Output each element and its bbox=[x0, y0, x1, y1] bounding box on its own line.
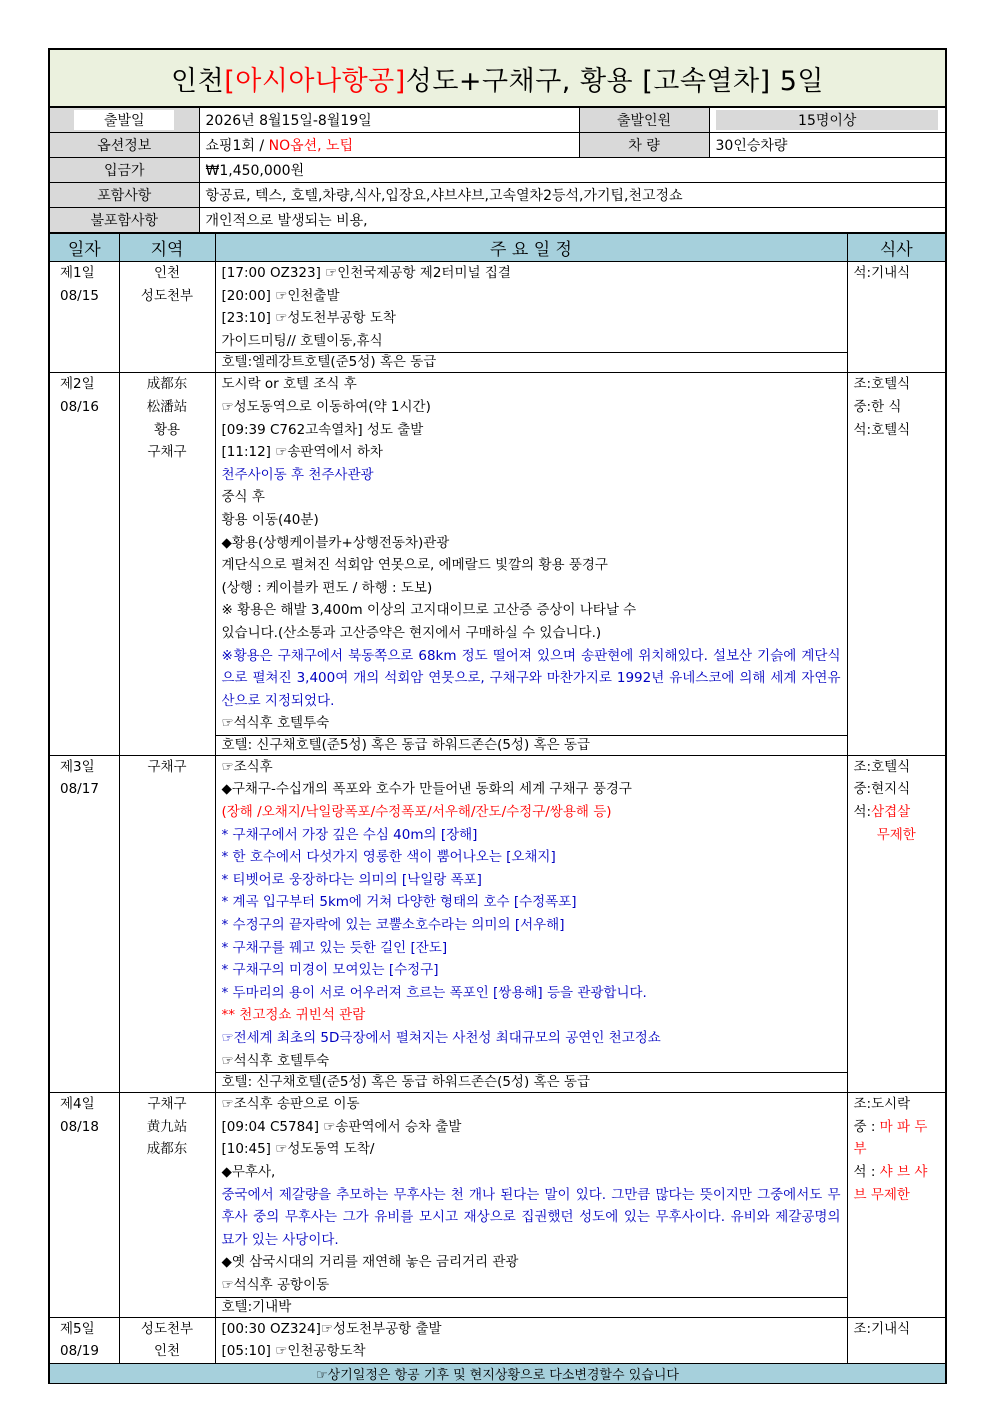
day-label: 08/15 bbox=[60, 287, 99, 304]
schedule-line: [20:00] ☞인천출발 bbox=[221, 287, 340, 304]
region-label: 구채구 bbox=[147, 444, 187, 461]
hotel-line: 호텔: 신구채호텔(준5성) 혹은 동급 하워드존슨(5성) 혹은 동급 bbox=[216, 1072, 847, 1092]
day-cell bbox=[49, 262, 119, 373]
group-value: 15명이상 bbox=[709, 108, 946, 133]
schedule-line: 있습니다.(산소통과 고산증약은 현지에서 구매하실 수 있습니다.) bbox=[221, 624, 602, 641]
schedule-line: ☞석식후 호텔투숙 bbox=[221, 1052, 330, 1069]
schedule-line: * 계곡 입구부터 5km에 거쳐 다양한 형태의 호수 [수정폭포] bbox=[221, 894, 577, 911]
title-prefix: 인천 bbox=[171, 65, 225, 97]
hotel-line: 호텔:기내박 bbox=[216, 1297, 847, 1317]
day-label: 제4일 bbox=[60, 1096, 95, 1113]
day-label: 08/19 bbox=[60, 1343, 99, 1360]
included-value: 항공료, 텍스, 호텔,차량,식사,입장요,샤브샤브,고속열차2등석,가기팁,천고정쇼 bbox=[199, 183, 946, 208]
schedule-line: * 티벳어로 웅장하다는 의미의 [낙일랑 폭포] bbox=[221, 871, 482, 888]
day-label: 08/17 bbox=[60, 781, 99, 798]
schedule-line: * 수정구의 끝자락에 있는 코뿔소호수라는 의미의 [서우해] bbox=[221, 917, 565, 934]
schedule-line: [00:30 OZ324]☞성도천부공항 출발 bbox=[221, 1320, 442, 1337]
excluded-label: 불포함사항 bbox=[49, 208, 199, 233]
schedule-line: * 한 호수에서 다섯가지 영롱한 색이 뿜어나오는 [오채지] bbox=[221, 849, 556, 866]
group-label: 출발인원 bbox=[579, 108, 709, 133]
meal-line: 조:호텔식 bbox=[853, 376, 911, 393]
region-label: 成都东 bbox=[146, 1141, 188, 1158]
day-label: 제3일 bbox=[60, 758, 95, 775]
schedule-line: ☞석식후 호텔투숙 bbox=[221, 715, 330, 732]
meal-line: 석 : 샤 브 샤 bbox=[853, 1163, 928, 1180]
meal-line: 브 무제한 bbox=[853, 1186, 910, 1203]
schedule-line: [10:45] ☞성도동역 도착/ bbox=[221, 1141, 375, 1158]
vehicle-label: 차 량 bbox=[579, 133, 709, 158]
region-label: 황용 bbox=[153, 421, 181, 438]
day-row bbox=[49, 1093, 946, 1317]
region-label: 성도천부 bbox=[140, 1320, 194, 1337]
schedule-line: [05:10] ☞인천공항도착 bbox=[221, 1343, 366, 1360]
vehicle-value: 30인승차량 bbox=[709, 133, 946, 158]
meal-line: 석:호텔식 bbox=[853, 421, 911, 438]
schedule-cell bbox=[215, 1093, 847, 1317]
region-cell bbox=[119, 1093, 215, 1317]
region-label: 松潘站 bbox=[146, 398, 188, 415]
region-cell bbox=[119, 1317, 215, 1363]
schedule-line: [11:12] ☞송판역에서 하차 bbox=[221, 444, 383, 461]
schedule-line: 가이드미팅// 호텔이동,휴식 bbox=[221, 332, 383, 349]
header-region: 지역 bbox=[119, 234, 215, 262]
price-label: 입금가 bbox=[49, 158, 199, 183]
price-value: ₩1,450,000원 bbox=[199, 158, 946, 183]
region-label: 인천 bbox=[153, 1343, 181, 1360]
region-cell bbox=[119, 755, 215, 1092]
day-label: 08/18 bbox=[60, 1118, 99, 1135]
meal-line: 조:기내식 bbox=[853, 1320, 911, 1337]
day-label: 제1일 bbox=[60, 265, 95, 281]
meal-cell bbox=[847, 262, 946, 373]
meal-line: 석:삼겹살 bbox=[853, 804, 911, 821]
region-label: 黄九站 bbox=[146, 1118, 188, 1135]
schedule-line: ※황용은 구채구에서 북동쪽으로 68km 정도 떨어져 있으며 송판현에 위치해있다. 설보산 기슭에 계단식으로 펼쳐진 3,400여 개의 석회암 연못으로, 구채구와 마찬가지로 1992년 유네스코에 의해 세계 자연유산으로 지정되었다. bbox=[221, 647, 841, 709]
options-value: 쇼핑1회 / NO옵션, 노팁 bbox=[199, 133, 579, 158]
schedule-line: ◆무후사, bbox=[221, 1163, 276, 1180]
day-cell bbox=[49, 755, 119, 1092]
region-cell bbox=[119, 373, 215, 756]
schedule-line: 천주사이동 후 천주사관광 bbox=[221, 466, 374, 483]
departure-value: 2026년 8월15일-8월19일 bbox=[199, 108, 579, 133]
schedule-line: (상행 : 케이블카 편도 / 하행 : 도보) bbox=[221, 579, 433, 596]
schedule-line: ☞조식후 송판으로 이동 bbox=[221, 1096, 360, 1113]
schedule-line: [17:00 OZ323] ☞인천국제공항 제2터미널 집결 bbox=[221, 265, 511, 281]
schedule-table bbox=[48, 233, 947, 1384]
excluded-value: 개인적으로 발생되는 비용, bbox=[199, 208, 946, 233]
schedule-line: (장해 /오채지/낙일랑폭포/수정폭포/서우해/잔도/수정구/쌍용해 등) bbox=[221, 804, 612, 821]
title-suffix: 성도+구채구, 황용 [고속열차] 5일 bbox=[405, 65, 824, 97]
schedule-line: * 두마리의 용이 서로 어우러져 흐르는 폭포인 [쌍용해] 등을 관광합니다. bbox=[221, 984, 647, 1001]
schedule-line: * 구채구를 꿰고 있는 듯한 길인 [잔도] bbox=[221, 939, 448, 956]
schedule-line: 중국에서 제갈량을 추모하는 무후사는 천 개나 된다는 말이 있다. 그만큼 많다는 뜻이지만 그중에서도 무후사 중의 무후사는 그가 유비를 모시고 재상으로 집권했던 성도에 있는 무후사이다. 유비와 제갈공명의 묘가 있는 사당이다. bbox=[221, 1186, 841, 1248]
meal-line: 무제한 bbox=[876, 826, 916, 843]
title-airline: [아시아나항공] bbox=[224, 65, 406, 97]
schedule-line: ◆황용(상행케이블카+상행전동차)관광 bbox=[221, 534, 450, 551]
hotel-line: 호텔:엘레강트호텔(준5성) 혹은 동급 bbox=[216, 352, 847, 372]
footer-note: ☞상기일정은 항공 기후 및 현지상황으로 다소변경할수 있습니다 bbox=[49, 1363, 946, 1383]
schedule-line: ☞전세계 최초의 5D극장에서 펼쳐지는 사천성 최대규모의 공연인 천고정쇼 bbox=[221, 1030, 661, 1047]
hotel-line: 호텔: 신구채호텔(준5성) 혹은 동급 하워드존슨(5성) 혹은 동급 bbox=[216, 735, 847, 755]
schedule-line: * 구채구의 미경이 모여있는 [수정구] bbox=[221, 962, 439, 979]
page-title bbox=[48, 48, 947, 107]
meal-line: 중 : 마 파 두 bbox=[853, 1118, 928, 1135]
region-label: 구채구 bbox=[147, 1096, 187, 1113]
schedule-cell bbox=[215, 1317, 847, 1363]
day-row bbox=[49, 262, 946, 373]
meal-line: 조:호텔식 bbox=[853, 758, 911, 775]
region-label: 成都东 bbox=[146, 376, 188, 393]
included-label: 포함사항 bbox=[49, 183, 199, 208]
meal-cell bbox=[847, 1317, 946, 1363]
meal-line: 조:도시락 bbox=[853, 1096, 911, 1113]
header-day: 일자 bbox=[49, 234, 119, 262]
options-label: 옵션정보 bbox=[49, 133, 199, 158]
day-cell bbox=[49, 1093, 119, 1317]
day-label: 제2일 bbox=[60, 376, 95, 393]
meal-cell bbox=[847, 1093, 946, 1317]
info-table bbox=[48, 107, 947, 233]
day-label: 08/16 bbox=[60, 398, 99, 415]
itinerary-sheet bbox=[48, 48, 947, 1384]
schedule-line: ◆구채구-수십개의 폭포와 호수가 만들어낸 동화의 세계 구채구 풍경구 bbox=[221, 781, 632, 798]
schedule-line: ※ 황용은 해발 3,400m 이상의 고지대이므로 고산증 증상이 나타날 수 bbox=[221, 602, 637, 619]
schedule-line: * 구채구에서 가장 깊은 수심 40m의 [장해] bbox=[221, 826, 478, 843]
meal-line: 석:기내식 bbox=[853, 265, 911, 281]
day-label: 제5일 bbox=[60, 1320, 95, 1337]
day-row bbox=[49, 373, 946, 756]
schedule-line: ◆옛 삼국시대의 거리를 재연해 놓은 금리거리 관광 bbox=[221, 1254, 519, 1271]
day-row bbox=[49, 1317, 946, 1363]
day-cell bbox=[49, 1317, 119, 1363]
schedule-line: ☞석식후 공항이동 bbox=[221, 1276, 330, 1293]
header-schedule: 주 요 일 정 bbox=[215, 234, 847, 262]
region-cell bbox=[119, 262, 215, 373]
schedule-line: 황용 이동(40분) bbox=[221, 511, 319, 528]
meal-line: 중:현지식 bbox=[853, 781, 911, 798]
schedule-line: 계단식으로 펼쳐진 석회암 연못으로, 에메랄드 빛깔의 황용 풍경구 bbox=[221, 557, 608, 574]
meal-line: 중:한 식 bbox=[853, 398, 902, 415]
schedule-line: ☞성도동역으로 이동하여(약 1시간) bbox=[221, 398, 431, 415]
schedule-line: [09:39 C762고속열차] 성도 출발 bbox=[221, 421, 424, 438]
schedule-line: [23:10] ☞성도천부공항 도착 bbox=[221, 310, 396, 327]
day-cell bbox=[49, 373, 119, 756]
schedule-line: ☞조식후 bbox=[221, 758, 273, 775]
meal-line: 부 bbox=[853, 1141, 867, 1158]
region-label: 인천 bbox=[153, 265, 181, 281]
schedule-line: [09:04 C5784] ☞송판역에서 승차 출발 bbox=[221, 1118, 462, 1135]
schedule-cell bbox=[215, 755, 847, 1092]
header-meal: 식사 bbox=[847, 234, 946, 262]
schedule-line: 도시락 or 호텔 조식 후 bbox=[221, 376, 357, 393]
region-label: 성도천부 bbox=[140, 287, 194, 304]
departure-label: 출발일 bbox=[49, 108, 199, 133]
meal-cell bbox=[847, 755, 946, 1092]
meal-cell bbox=[847, 373, 946, 756]
schedule-cell bbox=[215, 373, 847, 756]
schedule-line: 중식 후 bbox=[221, 489, 265, 506]
schedule-cell bbox=[215, 262, 847, 373]
region-label: 구채구 bbox=[147, 758, 187, 775]
day-row bbox=[49, 755, 946, 1092]
schedule-line: ** 천고정쇼 귀빈석 관람 bbox=[221, 1007, 366, 1024]
